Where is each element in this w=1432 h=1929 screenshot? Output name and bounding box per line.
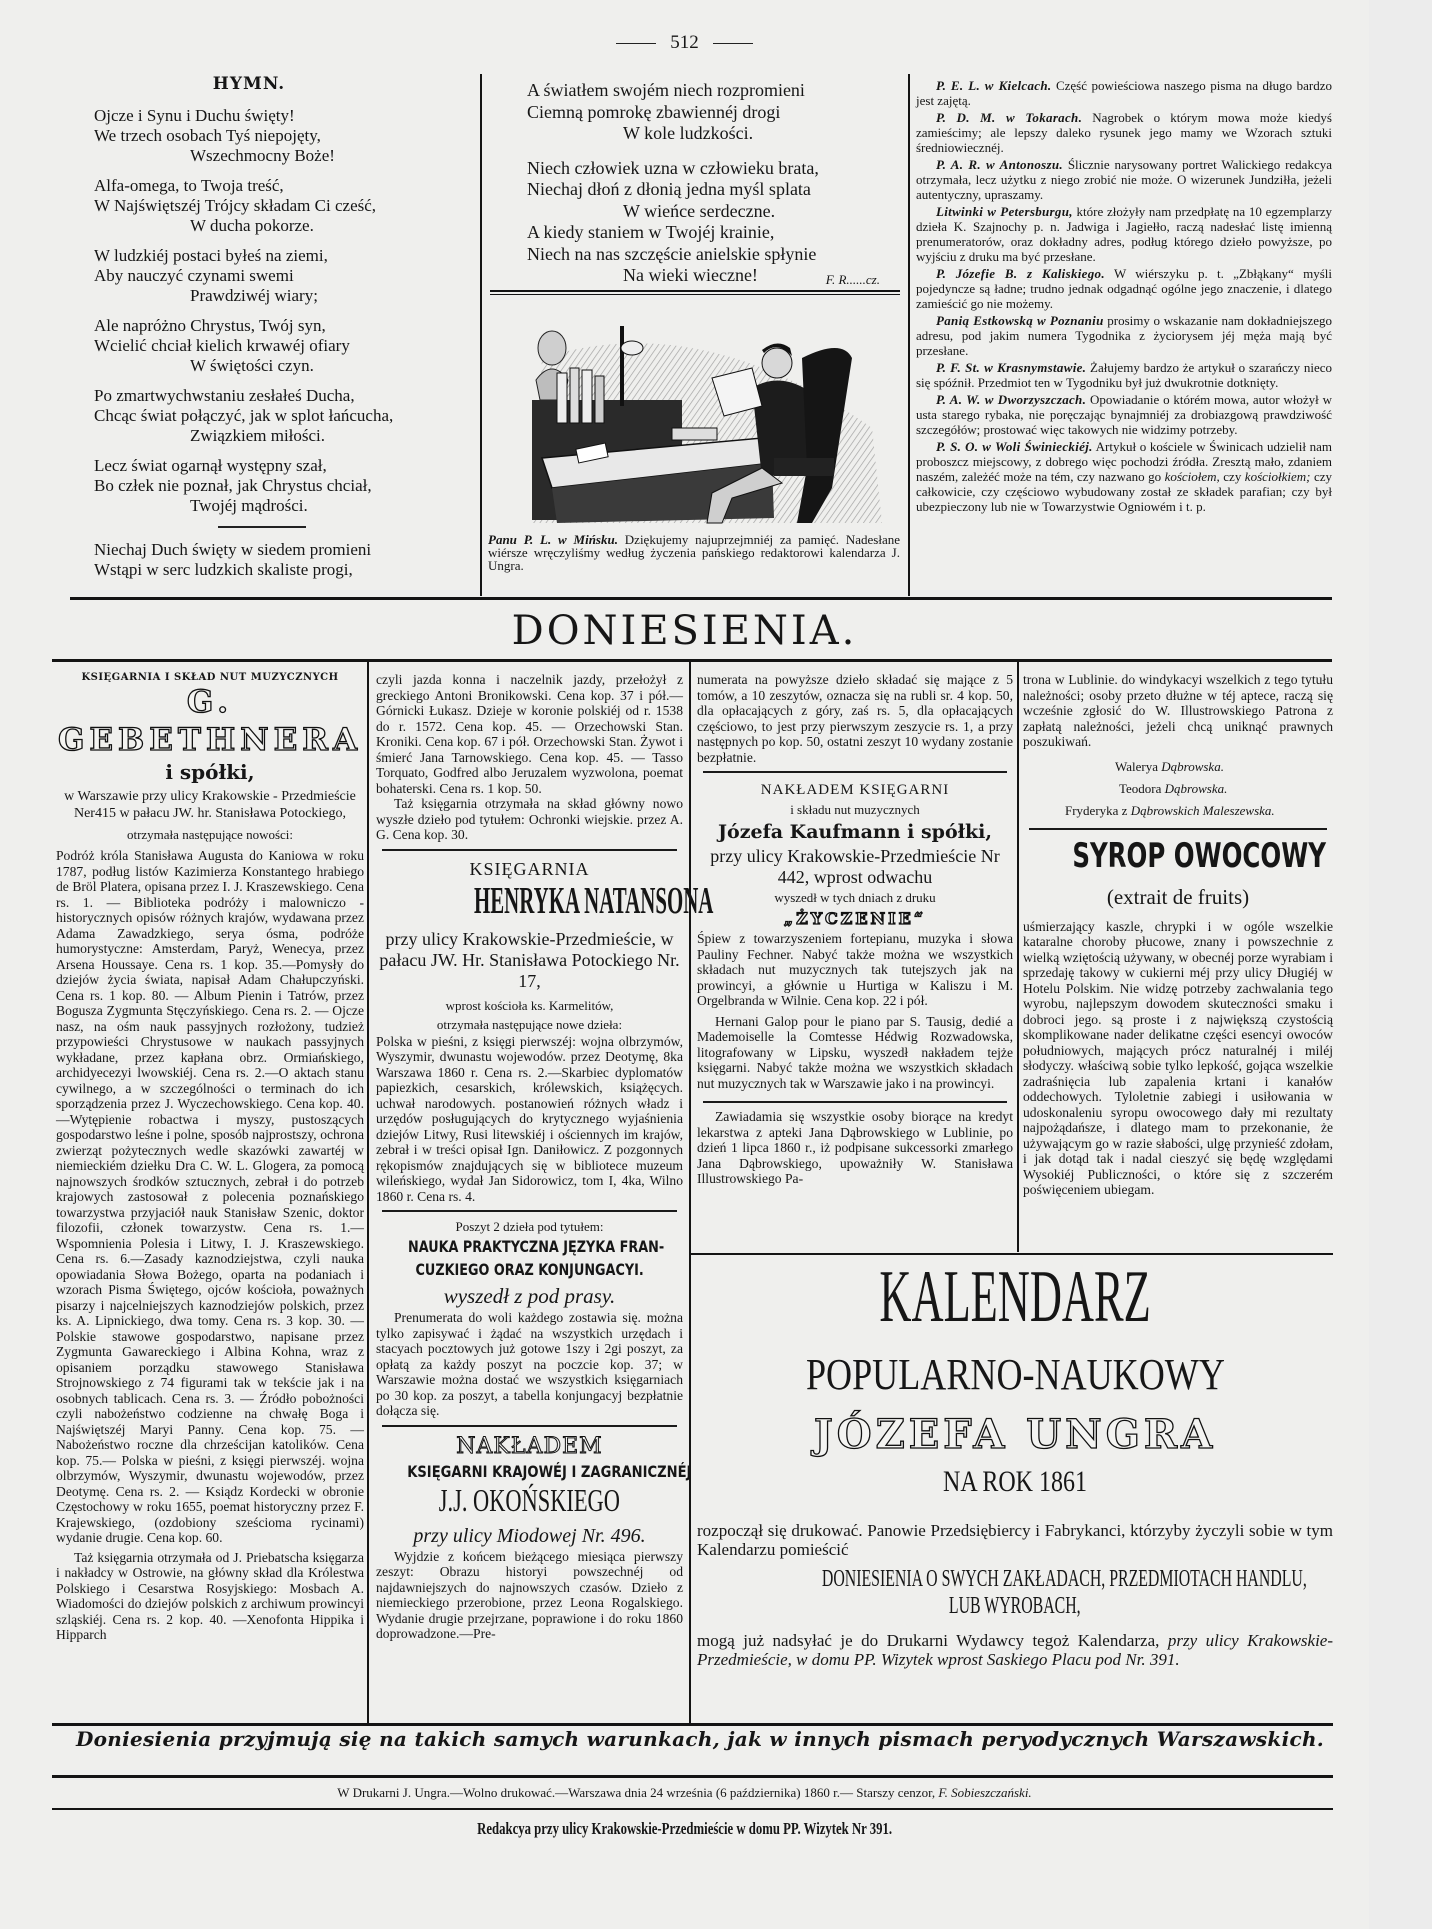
imprint-text: W Drukarni J. Ungra.—Wolno drukować.—Warszawa dnia 24 września (6 października) 1860 r.— Starszy cenzor, <box>337 1785 936 1800</box>
answer-text: prosimy o wskazanie nam dokładniejszego adresu, pod jakim numera Tygodnika z życiorysem jéj męża mają być przesłane. <box>916 313 1332 358</box>
answer-text: Artykuł o kościele w Świnicach udzielił nam proboszcz miejscowy, z dobrego więc pochodzi źródła. Zresztą mało, zdaniem naszém, zależéć może na tém, czy nazwano go <box>916 439 1332 484</box>
caption-addressee: Panu P. L. w Mińsku. <box>488 532 618 547</box>
ad-body <box>697 1631 1333 1669</box>
poem-line: Twojéj mądrości. <box>190 496 308 515</box>
divider <box>1029 828 1327 830</box>
poem-line: Chcąc świat połączyć, jak w splot łańcucha, <box>94 406 394 425</box>
footer-rule <box>52 1723 1333 1726</box>
column-rule <box>367 662 369 1724</box>
editorial-address-text: Redakcya przy ulicy Krakowskie-Przedmieście w domu PP. Wizytek Nr 391. <box>477 1819 892 1838</box>
notice-signatures <box>1023 756 1333 822</box>
stanza <box>94 316 424 376</box>
ad-body: Śpiew z towarzyszeniem fortepianu, muzyka i słowa Pauliny Fechner. Nabyć także można we wszystkich składach nut muzycznych tak tutejszych jak na prowincyi, a głównie u Hurtiga w Kaliszu i M. Orgelbranda w Wilnie. Cena kop. 22 i pół. <box>697 931 1013 1008</box>
divider <box>690 1253 1333 1255</box>
ad-highlight: LUB WYROBACH, <box>949 1593 1081 1619</box>
poem-line: W świętości czyn. <box>190 356 314 375</box>
answer-addressee: Litwinki w Petersburgu, <box>936 204 1073 219</box>
ad-intro: otrzymała następujące nowe dzieła: <box>436 1016 623 1032</box>
editor-note-caption <box>488 533 900 572</box>
signature-last: Dąbrowskich Maleszewska. <box>1130 802 1275 818</box>
ad-intro: wyszedł w tych dniach z druku <box>774 890 936 905</box>
answer-text: Nagrobek o którym mowa może kiedyś zamieścimy; ale lepszy daleko rysunek jego mamy we Wzorach sztuki średniowiecznéj. <box>916 110 1332 155</box>
ad-body-continued: czyli jazda konna i naczelnik jazdy, przełożył z greckiego Antoni Bronikowski. Cena kop. 37 i pół.—Górnicki Łukasz. Dzieje w koronie polskiéj od r. 1538 do r. 1572. Cena kop. 45. — Orzechowski Stan. Kroniki. Cena kop. 67 i pół. Orzechowski Stan. Żywot i śmierć Jana Tarnowskiego. Cena kop. 45. — Tasso Torquato, Godfred albo Jeruzalem wyzwolona, poemat bohaterski. Cena rs. 1 kop. 50. <box>376 672 683 796</box>
poem-line: W kole ludzkości. <box>623 123 754 143</box>
stanza <box>527 80 897 145</box>
ad-subtitle: wyszedł z pod prasy. <box>443 1284 616 1308</box>
answer-emphasis: kościołem, <box>1164 469 1220 484</box>
ad-body: Hernani Galop pour le piano par S. Tausig, dedié a Mademoiselle la Comtesse Hédwig Rozwadowska, litografowany w Lipsku, wyszedł nakładem tejże księgarni. Nabyć także można we wszystkich składach nut muzycznych tak w Warszawie jako i na prowincyi. <box>697 1013 1013 1091</box>
poem-line: Niechaj Duch święty w siedem promieni <box>94 540 372 559</box>
hymn-poem-left <box>94 74 424 590</box>
answer-text: które złożyły nam przedpłatę na 10 egzemplarzy dzieła K. Szajnochy p. n. Jadwiga i Jagiełło, raczą nadesłać listę imienną prenumeratorów, oraz dokładny adres, podług którego dzieło powyższe, po wyjściu z druku ma być przesłane. <box>916 204 1333 264</box>
poem-line: Alfa-omega, to Twoja treść, <box>94 176 284 195</box>
stanza <box>94 106 424 166</box>
answer-text: Ślicznie narysowany portret Walickiego redakcya otrzymała, lecz użytku z niego zrobić nie może. O wizerunek Jundziłła, jeżeli autentyczny, upraszamy. <box>916 157 1332 202</box>
answer-item <box>916 204 1332 264</box>
poem-title: HYMN. <box>212 74 286 94</box>
answer-addressee: P. D. M. w Tokarach. <box>936 110 1083 125</box>
ad-body: Taż księgarnia otrzymała na skład główny nowo wyszłe dzieło pod tytułem: Ochronki wiejskie. przez A. G. Cena kop. 30. <box>376 796 683 842</box>
ad-address: przy ulicy Krakowskie-Przedmieście, w domu PP. Wizytek wprost Saskiego Placu pod Nr. 391. <box>697 1631 1334 1669</box>
answer-addressee: P. E. L. w Kielcach. <box>936 78 1052 93</box>
ad-kalendarz <box>697 1256 1334 1722</box>
stanza <box>94 386 424 446</box>
ad-kicker: KSIĘGARNIA I SKŁAD NUT MUZYCZNYCH <box>81 672 339 683</box>
ad-subtitle: KSIĘGARNI KRAJOWÉJ I ZAGRANICZNÉJ <box>407 1461 692 1481</box>
signature <box>1023 800 1333 822</box>
poem-line: W Najświętszéj Trójcy składam Ci cześć, <box>94 196 377 215</box>
ad-kicker: NAKŁADEM KSIĘGARNI <box>760 782 950 798</box>
column-rule <box>908 74 910 596</box>
ad-kicker: KSIĘGARNIA <box>469 858 590 879</box>
ad-body: rozpoczął się drukować. Panowie Przedsiębiercy i Fabrykanci, którzyby życzyli sobie w tym Kalendarzu pomieścić <box>697 1521 1333 1559</box>
engraving-illustration <box>512 318 898 530</box>
poem-line: W ducha pokorze. <box>190 216 314 235</box>
hymn-poem-right <box>527 80 897 297</box>
footer-banner: Doniesienia przyjmują się na takich samych warunkach, jak w innych pismach peryodycznych Warszawskich. <box>75 1727 1325 1751</box>
divider <box>703 1101 1007 1103</box>
dash-left <box>616 43 656 45</box>
answer-text: czy <box>1223 469 1242 484</box>
stanza <box>527 158 897 223</box>
answer-text: W wiérszyku p. t. „Zbłąkany“ myśli pojedyncze są ładne; trudno jednak odgadnąć ogólne jego znaczenie, i dlatego zamieścić go nie możemy. <box>916 266 1333 311</box>
double-rule-top <box>490 290 900 292</box>
ad-body: Taż księgarnia otrzymała od J. Priebatscha księgarza i nakładcy w Ostrowie, na główny skład dla Królestwa Polskiego i Cesarstwa Rosyjskiego: Mosbach A. Wiadomości do dziejów polskich z archiwum prowincyi szląskiéj. Cena rs. 2 kop. 40. —Xenofonta Hippika i Hipparch <box>56 1549 364 1642</box>
ad-company-sub: i spółki, <box>165 760 255 784</box>
ad-address: przy ulicy Krakowskie-Przedmieście Nr 442, wprost odwachu <box>710 846 1000 887</box>
ad-company-name: Józefa Kaufmann i spółki, <box>718 821 992 843</box>
signature <box>1023 756 1333 778</box>
ad-year: NA ROK 1861 <box>942 1465 1087 1498</box>
stanza <box>94 456 424 516</box>
divider <box>382 1425 677 1427</box>
column-rule <box>1017 662 1019 1252</box>
poem-line: Związkiem miłości. <box>190 426 326 445</box>
answer-item <box>916 110 1332 155</box>
poem-line: Po zmartwychwstaniu zesłałeś Ducha, <box>94 386 355 405</box>
ad-title: KALENDARZ <box>879 1256 1151 1338</box>
ad-gebethner <box>56 672 364 1722</box>
poem-line: Ojcze i Synu i Duchu święty! <box>94 106 295 125</box>
poem-line: A kiedy staniem w Twojéj krainie, <box>527 222 775 242</box>
ad-body-text: mogą już nadsyłać je do Drukarni Wydawcy tegoż Kalendarza, <box>697 1631 1160 1650</box>
ad-body: Prenumerata do woli każdego zostawia się. można tylko zapisywać i żądać na wszystkich urzędach i stacyach pocztowych już gotowe 1szy i 2gi poszyt, za opłatą za każdy poszyt na poczcie kop. 37; w Warszawie można dostać we wszystkich księgarniach po 30 kop. za poszyt, a tabella konjungacyj bezpłatnie dołącza się. <box>376 1310 683 1418</box>
signature-first: Fryderyka z <box>1065 802 1128 818</box>
poem-line: Na wieki wieczne! <box>623 265 758 285</box>
column-3 <box>697 672 1013 1252</box>
ad-intro: Poszyt 2 dzieła pod tytułem: <box>455 1219 604 1234</box>
dash-right <box>713 43 753 45</box>
ad-syrop <box>1023 836 1333 1198</box>
signature <box>1023 778 1333 800</box>
answer-addressee: P. F. St. w Krasnymstawie. <box>936 360 1087 375</box>
page-number-text: 512 <box>670 32 699 53</box>
answer-item <box>916 157 1332 202</box>
double-rule-bottom <box>490 294 900 295</box>
signature-last: Dąbrowska. <box>1164 780 1228 796</box>
poem-line: Prawdziwéj wiary; <box>190 286 318 305</box>
signature-first: Walerya <box>1115 758 1158 774</box>
ad-title: NAUKA PRAKTYCZNA JĘZYKA FRAN- <box>408 1237 665 1256</box>
correspondence-answers <box>916 78 1332 598</box>
answer-addressee: Panią Estkowską w Poznaniu <box>936 313 1104 328</box>
ad-body: Polska w pieśni, z księgi pierwszéj: wojna olbrzymów, Wyszymir, dwunastu wojewodów. przez Deotymę, 8ka Warszawa 1860 r. Cena rs. 2.—Skarbiec dyplomatów papiezkich, cesarskich, królewskich, książęcych. uchwał narodowych. postanowień różnych władz i urzędów posługujących do krytycznego wyjaśnienia dziejów Litwy, Rusi litewskiéj i ościennych im krajów, zebrał i w treści opisał Ign. Daniłowicz. Z pozgonnych rękopismów znajdujących się w bibliotece muzeum wileńskiego, wydał Jan Sidorowicz, tom I, 4ka, Wilno 1860 r. Cena rs. 4. <box>376 1033 683 1204</box>
section-rule <box>52 659 1332 662</box>
page-number <box>0 32 1369 54</box>
answer-item <box>916 392 1332 437</box>
notice-body-continued: trona w Lublinie. do windykacyi wszelkich z tego tytułu należności; osoby przeto dłużne w téj aptece, raczą się wcześnie zgłosić do W. Illustrowskiego Patrona z zapłatą należności, jeżeli chcą uniknąć prawnych poszukiwań. <box>1023 672 1333 749</box>
answer-item <box>916 439 1332 514</box>
poem-line: Wszechmocny Boże! <box>190 146 335 165</box>
poem-line: Aby nauczyć czynami swemi <box>94 266 294 285</box>
section-title: DONIESIENIA. <box>511 608 858 654</box>
stanza <box>94 176 424 236</box>
answer-text: Opowiadanie o którém mowa, autor włożył w usta starego rybaka, nie poręczając bynajmniéj za drobiazgową prawdziwość szczegółów; prostować więc takowych nie widzimy potrzeby. <box>916 392 1332 437</box>
ad-okonski <box>376 1433 692 1642</box>
answer-addressee: P. S. O. w Woli Świnieckiéj. <box>936 439 1093 454</box>
notice-body: Zawiadamia się wszystkie osoby biorące na kredyt lekarstwa z apteki Jana Dąbrowskiego w Lublinie, po dzień 1 lipca 1860 r., iż podpisane sukcessorki zmarłego Jana Dąbrowskiego, upoważniły W. Stanisława Illustrowskiego Pa- <box>697 1109 1013 1186</box>
stanza-divider <box>218 526 306 528</box>
poem-line: Lecz świat ogarnął występny szał, <box>94 456 327 475</box>
poem-line: Niechaj dłoń z dłonią jedna myśl splata <box>527 179 811 199</box>
answer-item <box>916 78 1332 108</box>
ad-subtitle: POPULARNO-NAUKOWY <box>805 1350 1225 1399</box>
divider <box>382 849 677 851</box>
ad-subtitle: wprost kościoła ks. Karmelitów, <box>445 997 614 1013</box>
ad-subtitle: (extrait de fruits) <box>1106 884 1250 909</box>
ad-body: Wyjdzie z końcem bieżącego miesiąca pierwszy zeszyt: Obrazu historyi powszechnéj od najdawniejszych do najnowszych czasów. Dzieło z niemieckiego przerobione, przez Leona Rogalskiego. Wydanie drugie przejrzane, poprawione i do roku 1860 doprowadzone.—Pre- <box>376 1548 683 1641</box>
ad-publisher: JÓZEFA UNGRA <box>813 1411 1217 1458</box>
answer-addressee: P. A. W. w Dworzyszczach. <box>936 392 1087 407</box>
answer-item <box>916 360 1332 390</box>
poem-line: Niech na nas szczęście anielskie spłynie <box>527 243 817 264</box>
caption-text: Dziękujemy najuprzejmniéj za pamięć. Nadesłane wiérsze wręczyliśmy według życzenia pańskiego redaktorowi kalendarza J. Ungra. <box>488 532 900 573</box>
answer-addressee: P. A. R. w Antonoszu. <box>936 157 1063 172</box>
answer-text: Żałujemy bardzo że artykuł o szarańczy nieco się spóźnił. Przedmiot ten w Tygodniku był już dwukrotnie dotknięty. <box>916 360 1332 390</box>
imprint-line <box>0 1785 1369 1801</box>
answer-text: czy całkowicie, czy częściowo wybudowany został ze składek parafian; czy był ubezpieczony lub nie w Towarzystwie Ogniowém i t. p. <box>916 469 1333 514</box>
ad-company-name: HENRYKA NATANSONA <box>473 879 714 922</box>
editorial-address <box>0 1818 1369 1841</box>
ad-natanson <box>376 857 714 1205</box>
footer-rule <box>52 1775 1333 1778</box>
ad-nauka <box>376 1218 683 1419</box>
divider <box>382 1210 677 1212</box>
column-rule <box>689 662 691 1724</box>
answer-item <box>916 266 1332 311</box>
poem-line: Ale napróżno Chrystus, Twój syn, <box>94 316 326 335</box>
poem-signature: F. R......cz. <box>825 272 880 287</box>
censor-name: F. Sobieszczański. <box>938 1785 1032 1800</box>
ad-kaufmann <box>697 779 1013 1091</box>
ad-title: „ŻYCZENIE“ <box>783 909 927 928</box>
poem-line: Ciemną pomrokę zbawiennéj drogi <box>527 101 781 122</box>
stanza <box>94 246 424 306</box>
ad-company-name: J.J. OKOŃSKIEGO <box>438 1481 621 1518</box>
column-rule <box>480 74 482 596</box>
ad-kicker: NAKŁADEM <box>456 1433 603 1459</box>
answer-text: Część powieściowa naszego pisma na długo bardzo jest zajętą. <box>916 78 1333 108</box>
ad-title: CUZKIEGO ORAZ KONJUNGACYI. <box>415 1260 644 1279</box>
poem-line: We trzech osobach Tyś niepojęty, <box>94 126 321 145</box>
poem-line: W ludzkiéj postaci byłeś na ziemi, <box>94 246 328 265</box>
section-rule <box>70 597 1332 600</box>
answer-emphasis: kościołkiem; <box>1244 469 1311 484</box>
ad-body: uśmierzający kaszle, chrypki i w ogóle wszelkie kataralne choroby płucowe, znany i powszechnie z wielką wziętością używany, w obecnéj porze wyrabiam i sprzedaję takowy w cukierni méj przy ulicy Długiéj w Hotelu Polskim. Nie widzę potrzeby zachwalania tego wyrobu, najlepszym dowodem skuteczności smaku i dobroci jego. są proste i z największą czystością skomplikowane nader delikatne części esencyi owoców południowych, mających prócz naturalnéj i miléj słodyczy. właściwą sobie tylko lepkość, gojąca wszelkie zadraśnięcia lub zapalenia krtani i kanałów oddechowych. Tyloletnie zabiegi i usiłowania w udoskonaleniu syropu owocowego dały mi rezultaty najpożądańsze, i dlatego mam to przekonanie, że używającym go w razie słabości, ulgę przynieść zdołam, i jak dotąd tak i nadal cieszyć się będę względami Wysokiéj Publiczności, o które się z szczerém poświęceniem ubiegam. <box>1023 918 1333 1197</box>
poem-line: A światłem swojém niech rozpromieni <box>527 80 805 100</box>
column-4 <box>1023 672 1333 1252</box>
divider <box>703 771 1007 773</box>
poem-line: Wcielić chciał kielich krwawéj ofiary <box>94 336 350 355</box>
ad-title: SYROP OWOCOWY <box>1072 835 1326 876</box>
stanza <box>94 540 424 580</box>
ad-body: Podróż króla Stanisława Augusta do Kaniowa w roku 1787, podług listów Kazimierza Konstantego hrabiego de Bröl Platera, opisana przez I. J. Kraszewskiego. Cena rs. 1. — Biblioteka podróży i malowniczo - historycznych opisów różnych krajów, wydawana przez Adama Zawadzkiego, serya ósma, podróże humorystyczne: Amsterdam, Paryż, Wenecya, przez Arsena Houssaye. Cena rs. 1 kop. 35.—Pomysły do dziejów życia świata, napisał Adam Chałupczyński. Cena rs. 1 kop. 80. — Album Pienin i Tatrów, przez Bogusza Zygmunta Stęczyńskiego. Cena rs. 2. — Ojcze nasz, na ośm nauk passyjnych rozłożony, tudzież przypowieści Chrystusowe w naukach passyjnych wykładane, przez kapłana obrz. Ormiańskiego, archidyecezyi lwowskiéj. Cena rs. 2.—O aktach stanu cywilnego, a w szczególności o terminach do ich sporządzenia przez J. Wyczechowskiego. Cena kop. 40.—Wytępienie robactwa i myszy, pustoszących gospodarstwo leśne i polne, sposób najprostszy, ochrona zwierząt pożytecznych wedle skazówki zawartéj w niemieckiém dziełku Dra C. W. L. Glogera, za pomocą najnowszych środków sztucznych, zebrał i do potrzeb krajowych zastosował z polecenia poznańskiego towarzystwa przyjaciół nauk Stanisław Szenic, doktor filozofii, członek towarzystw. Cena rs. 1.— Wspomnienia Polesia i Litwy, I. J. Kraszewskiego. Cena rs. 6.—Zasady kaznodziejstwa, czyli nauka opowiadania Słowa Bożego, oparta na podaniach i wzorach Pisma Świętego, ojców kościoła, poważnych pisarzy i najcelniejszych kaznodziejów polskich, przez ks. A. Lipnickiego, dwa tomy. Cena rs. 3 kop. 30. — Polskie stawowe gospodarstwo, napisane przez Zygmunta Gawareckiego i Albina Kohna, wraz z opisaniem porządku stawowego Stanisława Strojnowskiego z 74 figurami tak w tekście jak i na osobnych tablicach. Cena rs. 3. — Źródło pobożności czyli nabożeństwo codzienne na chwałę Boga i Najświętszéj Maryi Panny. Cena kop. 75. — Nabożeństwo roczne dla chrześcijan katolików. Cena kop. 75.— Polska w pieśni, z księgi pierwszéj. wojna olbrzymów, Wyszymir, dwunastu wojewodów, przez Deotymę. Cena rs. 2. — Ksiądz Kordecki w obronie Częstochowy w roku 1655, poemat historyczny przez F. Krajewskiego, (ozdobiony sześcioma rycinami) wydanie drugie. Cena kop. 60. <box>56 848 364 1545</box>
ad-address: przy ulicy Krakowskie-Przedmieście, w pałacu JW. Hr. Stanisława Potockiego Nr. 17, <box>379 928 680 991</box>
signature-last: Dąbrowska. <box>1161 758 1224 774</box>
poem-line: W wieńce serdeczne. <box>623 200 776 221</box>
ad-company-name: G. GEBETHNERA <box>57 684 363 758</box>
ad-highlight: DONIESIENIA O SWYCH ZAKŁADACH, PRZEDMIOTACH HANDLU, <box>821 1566 1307 1592</box>
ad-subtitle: i składu nut muzycznych <box>790 802 920 817</box>
poem-line: Wstąpi w serc ludzkich skaliste progi, <box>94 560 353 579</box>
answer-item <box>916 313 1332 358</box>
poem-line: Bo człek nie poznał, jak Chrystus chciał, <box>94 476 372 495</box>
ad-intro: otrzymała następujące nowości: <box>126 827 294 842</box>
footer-rule <box>52 1808 1333 1810</box>
signature-first: Teodora <box>1119 780 1162 796</box>
ad-address: przy ulicy Miodowej Nr. 496. <box>413 1524 646 1547</box>
column-2 <box>376 672 714 1722</box>
answer-addressee: P. Józefie B. z Kaliskiego. <box>936 266 1105 281</box>
ad-address: w Warszawie przy ulicy Krakowskie - Przedmieście Ner415 w pałacu JW. hr. Stanisława Potockiego, <box>64 789 356 821</box>
ad-body-continued: numerata na powyższe dzieło składać się mające z 5 tomów, a 10 zeszytów, oznacza się na rubli sr. 4 kop. 50, dla opłacających z góry, zaś rs. 5, dla opłacających częściowo, to jest przy pierwszym zeszycie rs. 1, a przy następnych po kop. 50, ostatni zeszyt 10 wydany zostanie bezpłatnie. <box>697 672 1013 765</box>
poem-line: Niech człowiek uzna w człowieku brata, <box>527 157 819 178</box>
